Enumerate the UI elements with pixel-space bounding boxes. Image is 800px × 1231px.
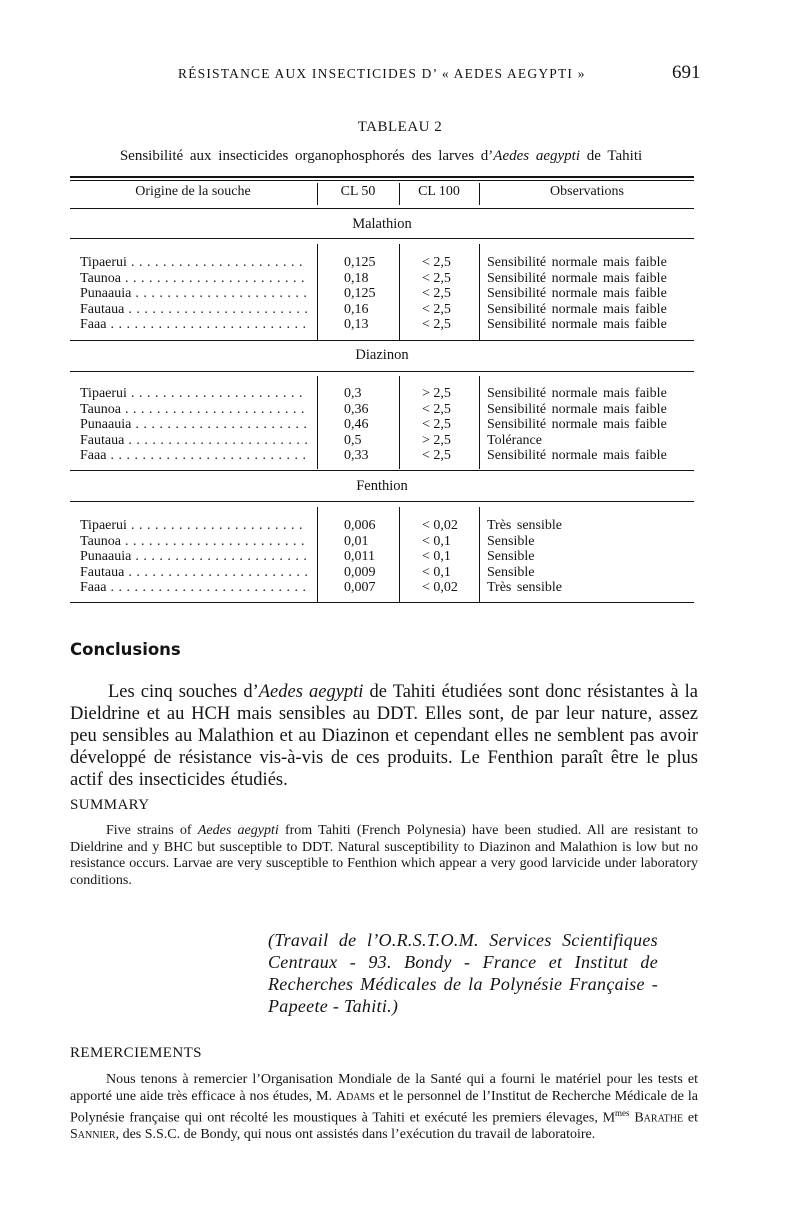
cl100-value: < 2,5 [422,255,451,270]
cl100-value: < 0,02 [422,580,458,595]
cl50-value: 0,36 [344,401,369,417]
table-row [0,255,800,271]
table-title: TABLEAU 2 [357,119,443,135]
strain-name: Punaauia . . . [80,286,308,302]
cl50-value: 0,007 [344,580,376,595]
table-caption [0,148,762,165]
cl100-value: < 0,02 [422,518,458,533]
person-name: Sannier [70,1127,116,1143]
cl100-value: > 2,5 [422,432,451,448]
conclusions-heading: Conclusions [70,640,181,659]
section-title-fenthion: Fenthion [356,478,408,494]
cl50-value: 0,13 [344,317,369,332]
ack-text: et le personnel de l’Institut de Recherche Médicale de la Polynésie française qui ont récolté les moustiques à Tahiti et exécuté les premiers élevages, M [70,1088,698,1126]
section-rule [70,470,694,471]
cl100-value: < 2,5 [422,270,451,286]
cl50-value: 0,16 [344,301,369,317]
strain-name: Taunoa . . . [80,534,308,550]
summary-paragraph [70,823,698,889]
cl50-value: 0,009 [344,564,376,580]
person-name: Adams [335,1088,375,1104]
cl50-value: 0,46 [344,417,369,432]
observation: Sensibilité normale mais faible [487,386,667,401]
header-bottom-rule [70,208,694,209]
strain-name: Faaa . . . [80,580,308,596]
table-row [0,549,800,565]
conclusions-paragraph [70,681,698,791]
cl100-value: < 0,1 [422,564,451,580]
observation: Sensible [487,564,535,580]
strain-name: Fautaua . . . [80,302,308,318]
section-title-malathion: Malathion [352,216,412,232]
cl50-value: 0,006 [344,518,376,533]
summary-text-a: Five strains of [106,823,198,838]
table-row [0,417,800,433]
table-top-rule-2 [70,180,694,181]
section-rule [70,238,694,239]
table-row [0,386,800,402]
strain-name: Fautaua . . . [80,565,308,581]
page-number: 691 [672,62,701,83]
cl50-value: 0,011 [344,549,375,564]
table-top-rule-1 [70,176,694,178]
cl50-value: 0,01 [344,533,369,549]
cl100-value: > 2,5 [422,386,451,401]
cl50-value: 0,125 [344,286,376,301]
observation: Sensibilité normale mais faible [487,417,667,432]
strain-name: Punaauia . . . [80,417,308,433]
section-title-diazinon: Diazinon [355,347,409,363]
cl100-value: < 2,5 [422,417,451,432]
ack-text: et [683,1110,699,1126]
cl50-value: 0,125 [344,255,376,270]
cl100-value: < 2,5 [422,286,451,301]
cl100-value: < 2,5 [422,401,451,417]
cl100-value: < 0,1 [422,533,451,549]
cl50-value: 0,18 [344,270,369,286]
title-superscript: mes [615,1108,630,1118]
acknowledgements-heading: REMERCIEMENTS [70,1045,202,1061]
table-row [0,433,800,449]
caption-prefix: Sensibilité aux insecticides organophosphorés des larves d’ [119,148,494,164]
observation: Très sensible [487,518,562,533]
person-name: Barathe [634,1110,684,1126]
running-title: RÉSISTANCE AUX INSECTICIDES D’ « AEDES AEGYPTI » [178,66,586,81]
observation: Sensibilité normale mais faible [487,270,667,286]
cl100-value: < 2,5 [422,301,451,317]
ack-text: , des S.S.C. de Bondy, qui nous ont assistés dans l’exécution du travail de laboratoire. [115,1127,596,1143]
strain-name: Taunoa . . . [80,271,308,287]
observation: Sensibilité normale mais faible [487,286,667,301]
conclusions-text-b: de Tahiti étudiées sont donc résistantes à la Dieldrine et au HCH mais sensibles au DDT. Elles sont, de par leur nature, assez peu sensibles au Malathion et au Diazinon et cependant elles ne semblent pas avoir développé de résistance vis-à-vis de ces produits. Le Fenthion paraît être le plus actif des insecticides étudiés. [70,682,699,790]
header-separator [479,183,480,205]
strain-name: Punaauia . . . [80,549,308,565]
section-rule [70,340,694,341]
conclusions-text-a: Les cinq souches d’ [108,682,259,702]
observation: Sensibilité normale mais faible [487,401,667,417]
cl50-value: 0,3 [344,386,362,401]
strain-name: Faaa . . . [80,448,308,464]
column-header-cl50: CL 50 [340,184,376,199]
ack-text: Nous tenons à remercier l’Organisation Mondiale de la Santé qui a fourni le matériel pour les tests et apporté une aide très efficace à nos études, M. [70,1072,698,1104]
cl100-value: < 2,5 [422,448,451,463]
caption-suffix: de Tahiti [580,148,643,164]
summary-heading: SUMMARY [70,797,150,813]
section-rule [70,501,694,502]
table-row [0,286,800,302]
cl50-value: 0,5 [344,432,362,448]
header-separator [399,183,400,205]
observation: Tolérance [487,432,542,448]
cl100-value: < 2,5 [422,317,451,332]
cl100-value: < 0,1 [422,549,451,564]
conclusions-species: Aedes aegypti [258,682,364,702]
caption-species: Aedes aegypti [493,148,581,164]
table-bottom-rule [70,602,694,603]
table-row [0,565,800,581]
table-row [0,518,800,534]
strain-name: Tipaerui . . . [80,518,308,534]
cl50-value: 0,33 [344,448,369,463]
observation: Très sensible [487,580,562,595]
observation: Sensible [487,533,535,549]
strain-name: Taunoa . . . [80,402,308,418]
observation: Sensible [487,549,535,564]
table-row [0,448,800,464]
affiliation-note: (Travail de l’O.R.S.T.O.M. Services Scientifiques Centraux - 93. Bondy - France et Institut de Recherches Médicales de la Polynésie Française - Papeete - Tahiti.) [268,930,658,1016]
section-rule [70,371,694,372]
strain-name: Tipaerui . . . [80,255,308,271]
column-header-cl100: CL 100 [418,184,460,199]
observation: Sensibilité normale mais faible [487,448,667,463]
strain-name: Faaa . . . [80,317,308,333]
observation: Sensibilité normale mais faible [487,317,667,332]
table-row [0,534,800,550]
table-row [0,302,800,318]
header-separator [317,183,318,205]
strain-name: Fautaua . . . [80,433,308,449]
observation: Sensibilité normale mais faible [487,255,667,270]
observation: Sensibilité normale mais faible [487,301,667,317]
summary-species: Aedes aegypti [197,823,279,838]
table-row [0,271,800,287]
summary-text-b: from Tahiti (French Polynesia) have been studied. All are resistant to Dieldrine and y BHC but susceptible to DDT. Natural susceptibility to Diazinon and Malathion is low but no resistance occurs. Larvae are very susceptible to Fenthion which appear a very good larvicide under laboratory conditions. [70,823,699,888]
table-row [0,317,800,333]
column-header-observations: Observations [550,184,624,199]
column-header-origin: Origine de la souche [135,184,251,199]
table-row [0,402,800,418]
strain-name: Tipaerui . . . [80,386,308,402]
acknowledgements-paragraph [70,1072,698,1144]
table-row [0,580,800,596]
